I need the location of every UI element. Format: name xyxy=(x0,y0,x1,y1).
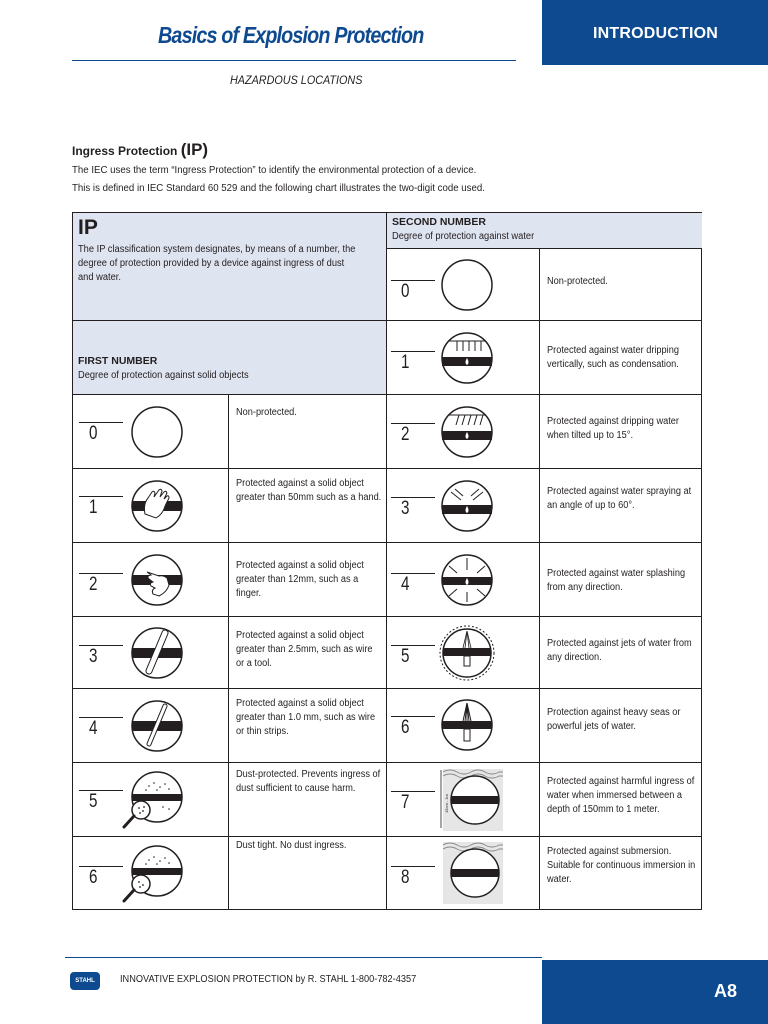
second-row-description: Protected against water splashing from any direction. xyxy=(547,568,686,593)
second-row-8-text-cell xyxy=(540,837,702,910)
second-row-7-text-cell xyxy=(540,763,702,837)
wire-icon xyxy=(129,698,185,754)
first-row-3-icon-cell xyxy=(73,617,229,689)
second-row-description: Protection against heavy seas or powerful jets of water. xyxy=(547,707,681,732)
first-row-description: Protected against a solid object greater than 1.0 mm, such as wire or thin strips. xyxy=(236,698,376,737)
first-row-number: 5 xyxy=(89,791,98,812)
second-row-number: 1 xyxy=(401,352,410,373)
second-row-description: Protected against submersion. Suitable for continuous immersion in water. xyxy=(547,846,696,885)
second-row-2-text-cell xyxy=(540,395,702,469)
ingress-heading xyxy=(72,140,208,160)
ingress-heading-ip: (IP) xyxy=(180,140,209,159)
number-line xyxy=(79,717,123,718)
first-row-description: Protected against a solid object greater than 50mm such as a hand. xyxy=(236,478,382,503)
tilted-drip-icon xyxy=(439,404,495,460)
second-row-5-icon-cell xyxy=(387,617,540,689)
first-row-5-text-cell xyxy=(229,763,387,837)
empty-circle-icon xyxy=(439,257,495,313)
page-number: A8 xyxy=(714,981,738,1001)
intro-line-1: The IEC uses the term “Ingress Protection” to identify the environmental protection of a device. xyxy=(72,164,477,176)
first-row-5-icon-cell xyxy=(73,763,229,837)
first-row-0-icon-cell xyxy=(73,395,229,469)
second-row-description: Protected against harmful ingress of water when immersed between a depth of 150mm to 1 meter. xyxy=(547,776,695,815)
dust-tight-icon xyxy=(119,842,185,906)
first-number-header xyxy=(73,321,387,395)
first-row-2-text-cell xyxy=(229,543,387,617)
first-number-label: FIRST NUMBER xyxy=(78,355,158,367)
ip-title: IP xyxy=(78,216,98,239)
number-line xyxy=(79,790,123,791)
first-number-sub: Degree of protection against solid objects xyxy=(78,370,249,381)
number-line xyxy=(391,497,435,498)
second-row-0-icon-cell xyxy=(387,249,540,321)
number-line xyxy=(391,280,435,281)
second-row-number: 3 xyxy=(401,498,410,519)
tool-icon xyxy=(129,625,185,681)
second-row-description: Protected against water dripping vertically, such as condensation. xyxy=(547,345,679,370)
second-row-number: 2 xyxy=(401,424,410,445)
immersion-icon xyxy=(437,766,507,834)
finger-icon xyxy=(129,552,185,608)
first-row-6-text-cell xyxy=(229,837,387,910)
number-line xyxy=(79,866,123,867)
section-tab xyxy=(542,0,768,65)
first-row-1-text-cell xyxy=(229,469,387,543)
number-line xyxy=(79,645,123,646)
vertical-drip-icon xyxy=(439,330,495,386)
second-row-number: 7 xyxy=(401,792,410,813)
second-number-header xyxy=(387,213,702,249)
first-row-number: 1 xyxy=(89,497,98,518)
number-line xyxy=(391,573,435,574)
second-row-3-icon-cell xyxy=(387,469,540,543)
first-row-number: 0 xyxy=(89,423,98,444)
first-row-4-icon-cell xyxy=(73,689,229,763)
number-line xyxy=(391,423,435,424)
second-row-description: Protected against dripping water when tilted up to 15°. xyxy=(547,416,679,441)
ip-chart-table xyxy=(72,212,702,910)
second-row-1-text-cell xyxy=(540,321,702,395)
first-row-number: 2 xyxy=(89,574,98,595)
second-row-4-text-cell xyxy=(540,543,702,617)
first-row-2-icon-cell xyxy=(73,543,229,617)
number-line xyxy=(391,791,435,792)
section-tab-label: INTRODUCTION xyxy=(593,25,719,42)
second-row-description: Non-protected. xyxy=(547,276,608,287)
first-row-3-text-cell xyxy=(229,617,387,689)
second-row-number: 4 xyxy=(401,574,410,595)
number-line xyxy=(79,496,123,497)
number-line xyxy=(391,716,435,717)
second-number-label: SECOND NUMBER xyxy=(392,216,486,228)
second-row-6-text-cell xyxy=(540,689,702,763)
first-row-number: 4 xyxy=(89,718,98,739)
first-row-number: 3 xyxy=(89,646,98,667)
second-row-4-icon-cell xyxy=(387,543,540,617)
depth-label: 15cm - 1m xyxy=(444,794,449,813)
page-title: Basics of Explosion Protection xyxy=(158,22,424,48)
number-line xyxy=(391,645,435,646)
first-row-0-text-cell xyxy=(229,395,387,469)
stahl-logo: STAHL xyxy=(70,972,100,990)
number-line xyxy=(391,351,435,352)
page-subtitle: HAZARDOUS LOCATIONS xyxy=(230,73,363,87)
second-row-description: Protected against jets of water from any direction. xyxy=(547,638,692,663)
ip-header-cell xyxy=(73,213,387,321)
title-divider xyxy=(72,60,516,61)
first-row-description: Non-protected. xyxy=(236,407,297,418)
second-row-number: 5 xyxy=(401,646,410,667)
second-row-1-icon-cell xyxy=(387,321,540,395)
second-row-7-icon-cell xyxy=(387,763,540,837)
dust-magnifier-icon xyxy=(119,768,185,832)
footer-divider xyxy=(65,957,542,958)
first-row-4-text-cell xyxy=(229,689,387,763)
first-row-1-icon-cell xyxy=(73,469,229,543)
footer-text: INNOVATIVE EXPLOSION PROTECTION by R. STAHL 1-800-782-4357 xyxy=(120,974,417,985)
hand-icon xyxy=(129,478,185,534)
first-row-description: Dust-protected. Prevents ingress of dust sufficient to cause harm. xyxy=(236,769,381,794)
ip-description: The IP classification system designates, by means of a number, the degree of protection provided by a device against ingress of dust and water. xyxy=(78,244,356,283)
submersion-icon xyxy=(437,839,507,907)
empty-circle-icon xyxy=(129,404,185,460)
second-number-sub: Degree of protection against water xyxy=(392,231,535,242)
second-row-number: 6 xyxy=(401,717,410,738)
heavy-jet-icon xyxy=(439,697,495,753)
second-row-0-text-cell xyxy=(540,249,702,321)
splash-icon xyxy=(439,552,495,608)
page-number-tab xyxy=(542,960,768,1024)
first-row-description: Protected against a solid object greater than 12mm, such as a finger. xyxy=(236,560,364,599)
first-row-description: Protected against a solid object greater than 2.5mm, such as wire or a tool. xyxy=(236,630,373,669)
number-line xyxy=(79,573,123,574)
second-row-number: 0 xyxy=(401,281,410,302)
ingress-heading-text: Ingress Protection xyxy=(72,144,178,158)
second-row-description: Protected against water spraying at an angle of up to 60°. xyxy=(547,486,692,511)
first-row-6-icon-cell xyxy=(73,837,229,910)
spray-icon xyxy=(439,478,495,534)
second-row-6-icon-cell xyxy=(387,689,540,763)
number-line xyxy=(79,422,123,423)
second-row-2-icon-cell xyxy=(387,395,540,469)
second-row-8-icon-cell xyxy=(387,837,540,910)
intro-line-2: This is defined in IEC Standard 60 529 and the following chart illustrates the two-digit code used. xyxy=(72,182,485,194)
second-row-number: 8 xyxy=(401,867,410,888)
first-row-number: 6 xyxy=(89,867,98,888)
second-row-3-text-cell xyxy=(540,469,702,543)
first-row-description: Dust tight. No dust ingress. xyxy=(236,840,347,851)
water-jet-icon xyxy=(435,621,499,685)
number-line xyxy=(391,866,435,867)
second-row-5-text-cell xyxy=(540,617,702,689)
